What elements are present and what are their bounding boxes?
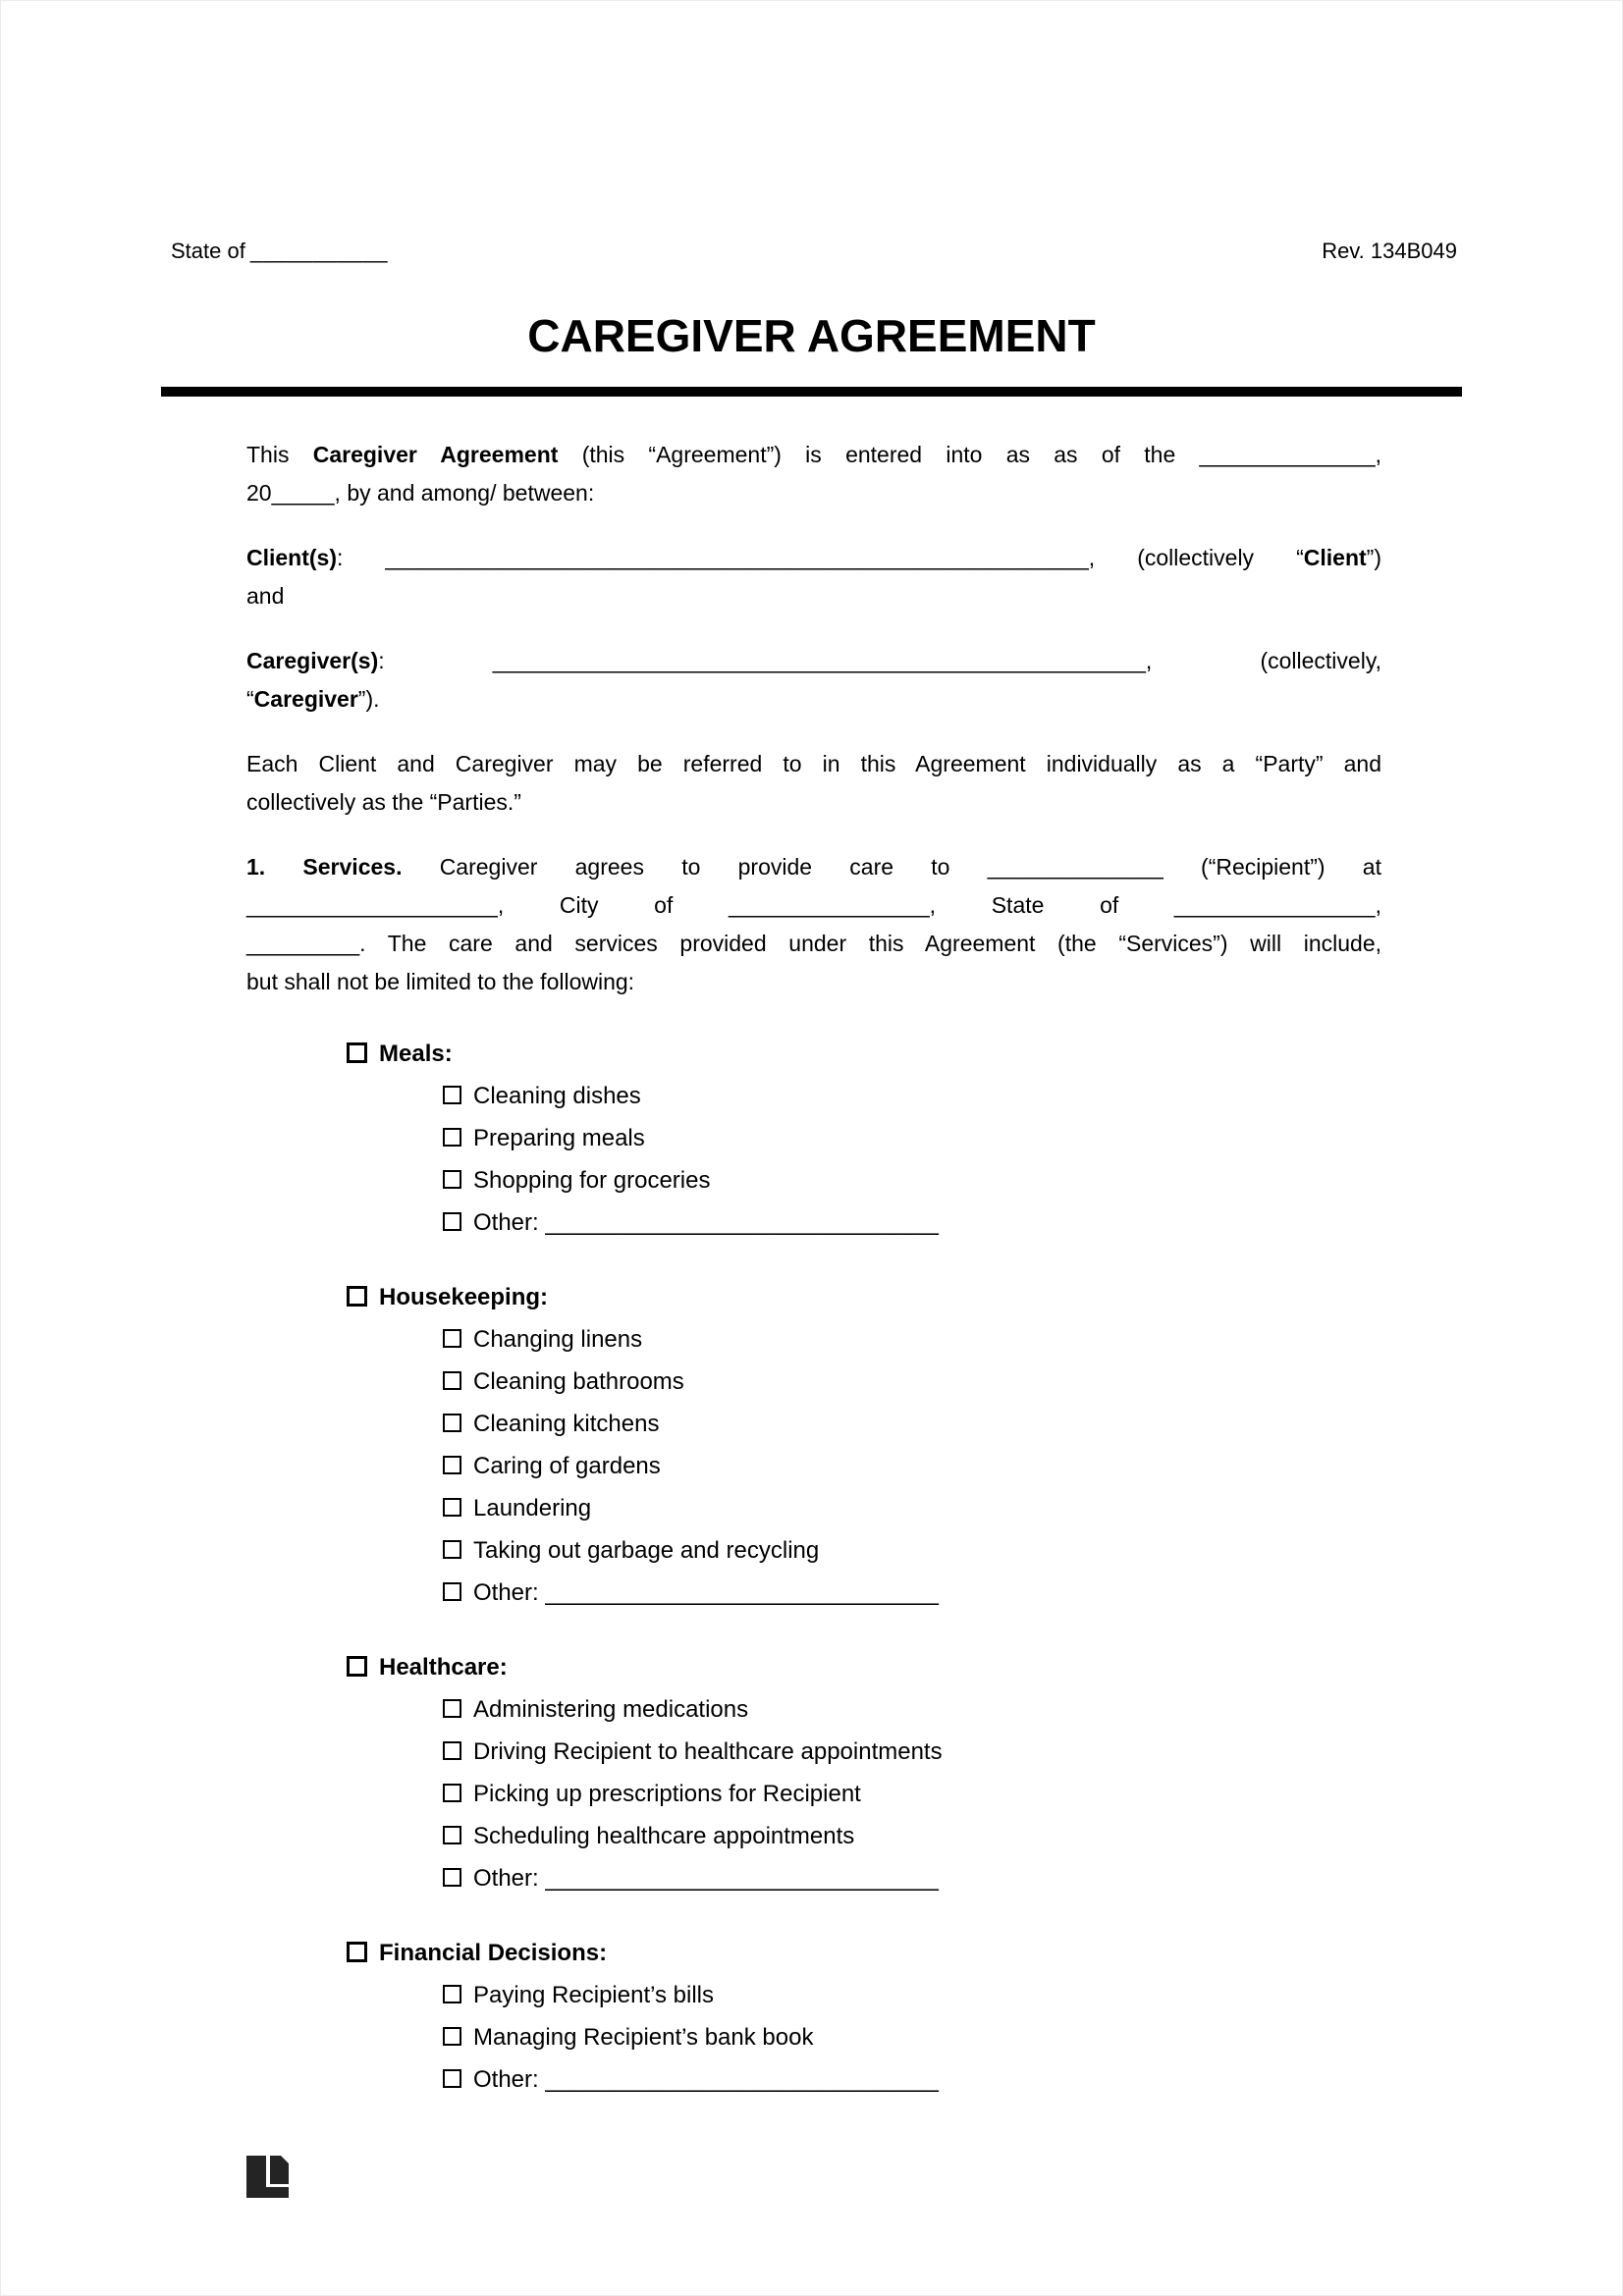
other-label: Other:	[473, 2066, 546, 2093]
checkbox-icon	[443, 1582, 461, 1601]
other-label: Other:	[473, 1865, 546, 1892]
paragraph-line	[246, 642, 1381, 680]
state-of-label: State of	[171, 239, 245, 263]
text-segment: Caregiver agrees to provide care to ______________ (“Recipient”) at	[402, 854, 1381, 880]
service-item-label: Shopping for groceries	[473, 1167, 711, 1194]
intro-paragraphs	[246, 436, 1381, 1001]
service-item-label: Administering medications	[473, 1696, 749, 1723]
paragraph	[246, 848, 1381, 1001]
service-item-label: Paying Recipient’s bills	[473, 1982, 715, 2008]
service-item-row	[246, 2016, 1381, 2058]
paragraph-line	[246, 925, 1381, 963]
service-item-row	[246, 1445, 1381, 1487]
paragraph-line	[246, 848, 1381, 886]
checkbox-icon	[443, 1826, 461, 1844]
legal-templates-logo	[246, 2156, 289, 2198]
text-segment: and	[246, 583, 285, 609]
checkbox-icon	[443, 1784, 461, 1802]
service-item-label: Preparing meals	[473, 1125, 645, 1151]
paragraph-line	[246, 436, 1381, 474]
paragraph	[246, 745, 1381, 822]
document-body	[246, 436, 1381, 2198]
document-header	[171, 237, 1457, 266]
text-segment: 20_____, by and among/ between:	[246, 480, 595, 506]
logo-gap-vertical	[266, 2156, 270, 2187]
checkbox-icon	[443, 1498, 461, 1517]
text-segment: Each Client and Caregiver may be referred to in this Agreement individually as a “Party” and	[246, 751, 1381, 776]
document-title: CAREGIVER AGREEMENT	[527, 310, 1096, 361]
title-divider-rule	[161, 387, 1462, 397]
service-item-label: Driving Recipient to healthcare appointments	[473, 1738, 943, 1765]
checkbox-icon	[347, 1286, 367, 1307]
text-segment: : ____________________________________________________, (collectively,	[378, 648, 1381, 673]
text-segment: ”).	[357, 686, 380, 712]
checkbox-icon	[443, 1170, 461, 1189]
checkbox-icon	[443, 2069, 461, 2088]
other-blank-field: ______________________________	[545, 1579, 939, 1606]
checkbox-icon	[443, 1086, 461, 1104]
service-item-row	[246, 1815, 1381, 1857]
service-item-label: Taking out garbage and recycling	[473, 1537, 820, 1564]
service-other-row	[246, 1201, 1381, 1244]
service-item-row	[246, 1361, 1381, 1403]
checkbox-icon	[443, 1741, 461, 1760]
text-segment: (this “Agreement”) is entered into as as of the ______________,	[558, 442, 1382, 467]
service-item-row	[246, 1075, 1381, 1117]
paragraph-line	[246, 577, 1381, 615]
service-item-label: Cleaning kitchens	[473, 1411, 660, 1437]
text-segment: collectively as the “Parties.”	[246, 789, 521, 815]
paragraph	[246, 436, 1381, 512]
service-other-row	[246, 2058, 1381, 2101]
service-category-row	[246, 1932, 1381, 1974]
service-other-row	[246, 1572, 1381, 1614]
other-blank-field: ______________________________	[545, 1209, 939, 1236]
service-item-row	[246, 1487, 1381, 1529]
text-segment: _________. The care and services provided under this Agreement (the “Services”) will include,	[246, 931, 1381, 956]
paragraph-line	[246, 886, 1381, 925]
text-segment: Caregiver(s)	[246, 648, 379, 673]
checkbox-icon	[443, 2027, 461, 2046]
text-segment: : ________________________________________________________, (collectively “	[337, 545, 1304, 570]
service-item-row	[246, 1773, 1381, 1815]
service-item-label: Managing Recipient’s bank book	[473, 2024, 814, 2051]
text-segment: Caregiver Agreement	[312, 442, 559, 467]
paragraph-line	[246, 680, 1381, 719]
paragraph-line	[246, 539, 1381, 577]
revision-number: Rev. 134B049	[1322, 239, 1457, 263]
service-section	[246, 1646, 1381, 1899]
service-item-label: Picking up prescriptions for Recipient	[473, 1781, 861, 1807]
service-section	[246, 1033, 1381, 1244]
service-category-row	[246, 1033, 1381, 1075]
text-segment: ____________________, City of ________________, State of ________________,	[246, 892, 1381, 918]
checkbox-icon	[347, 1942, 367, 1962]
text-segment: but shall not be limited to the following:	[246, 969, 635, 994]
checkbox-icon	[443, 1540, 461, 1559]
checkbox-icon	[443, 1128, 461, 1147]
service-category-label: Housekeeping:	[379, 1284, 549, 1310]
service-item-label: Cleaning bathrooms	[473, 1368, 684, 1395]
paragraph-line	[246, 783, 1381, 822]
service-item-row	[246, 1688, 1381, 1731]
checkbox-icon	[443, 1371, 461, 1390]
service-item-row	[246, 1731, 1381, 1773]
text-segment: This	[246, 442, 313, 467]
service-category-label: Financial Decisions:	[379, 1940, 608, 1966]
paragraph-line	[246, 474, 1381, 512]
service-category-row	[246, 1646, 1381, 1688]
checkbox-icon	[443, 1699, 461, 1718]
checkbox-icon	[443, 1868, 461, 1887]
service-item-row	[246, 1529, 1381, 1572]
checkbox-icon	[443, 1985, 461, 2003]
other-blank-field: ______________________________	[545, 1865, 939, 1892]
service-category-label: Meals:	[379, 1041, 453, 1067]
text-segment: Client	[1303, 545, 1367, 570]
checkbox-icon	[443, 1212, 461, 1231]
service-item-label: Laundering	[473, 1495, 592, 1522]
state-of-line	[171, 237, 388, 266]
other-label: Other:	[473, 1209, 546, 1236]
checkbox-icon	[443, 1329, 461, 1348]
service-item-label: Cleaning dishes	[473, 1083, 641, 1109]
checkbox-icon	[347, 1042, 367, 1063]
checkbox-icon	[347, 1656, 367, 1677]
paragraph	[246, 539, 1381, 615]
text-segment: 1. Services.	[246, 854, 403, 880]
paragraph-line	[246, 745, 1381, 783]
service-item-label: Changing linens	[473, 1326, 643, 1353]
logo-gap-horizontal	[266, 2184, 289, 2187]
service-category-row	[246, 1276, 1381, 1318]
text-segment: ”)	[1366, 545, 1381, 570]
service-item-row	[246, 1117, 1381, 1159]
text-segment: Caregiver	[253, 686, 358, 712]
service-item-row	[246, 1403, 1381, 1445]
other-blank-field: ______________________________	[545, 2066, 939, 2093]
service-category-label: Healthcare:	[379, 1654, 508, 1681]
paragraph-line	[246, 963, 1381, 1001]
services-checklist	[246, 1033, 1381, 2101]
text-segment: “	[246, 686, 254, 712]
text-segment: Client(s)	[246, 545, 337, 570]
paragraph	[246, 642, 1381, 719]
other-label: Other:	[473, 1579, 546, 1606]
service-section	[246, 1932, 1381, 2101]
logo-dog-ear	[281, 2156, 289, 2163]
service-item-label: Caring of gardens	[473, 1453, 661, 1479]
state-blank-field: ___________	[249, 239, 388, 263]
service-section	[246, 1276, 1381, 1614]
service-item-row	[246, 1318, 1381, 1361]
service-item-row	[246, 1159, 1381, 1201]
service-other-row	[246, 1857, 1381, 1899]
checkbox-icon	[443, 1456, 461, 1474]
service-item-label: Scheduling healthcare appointments	[473, 1823, 855, 1849]
checkbox-icon	[443, 1414, 461, 1432]
service-item-row	[246, 1974, 1381, 2016]
